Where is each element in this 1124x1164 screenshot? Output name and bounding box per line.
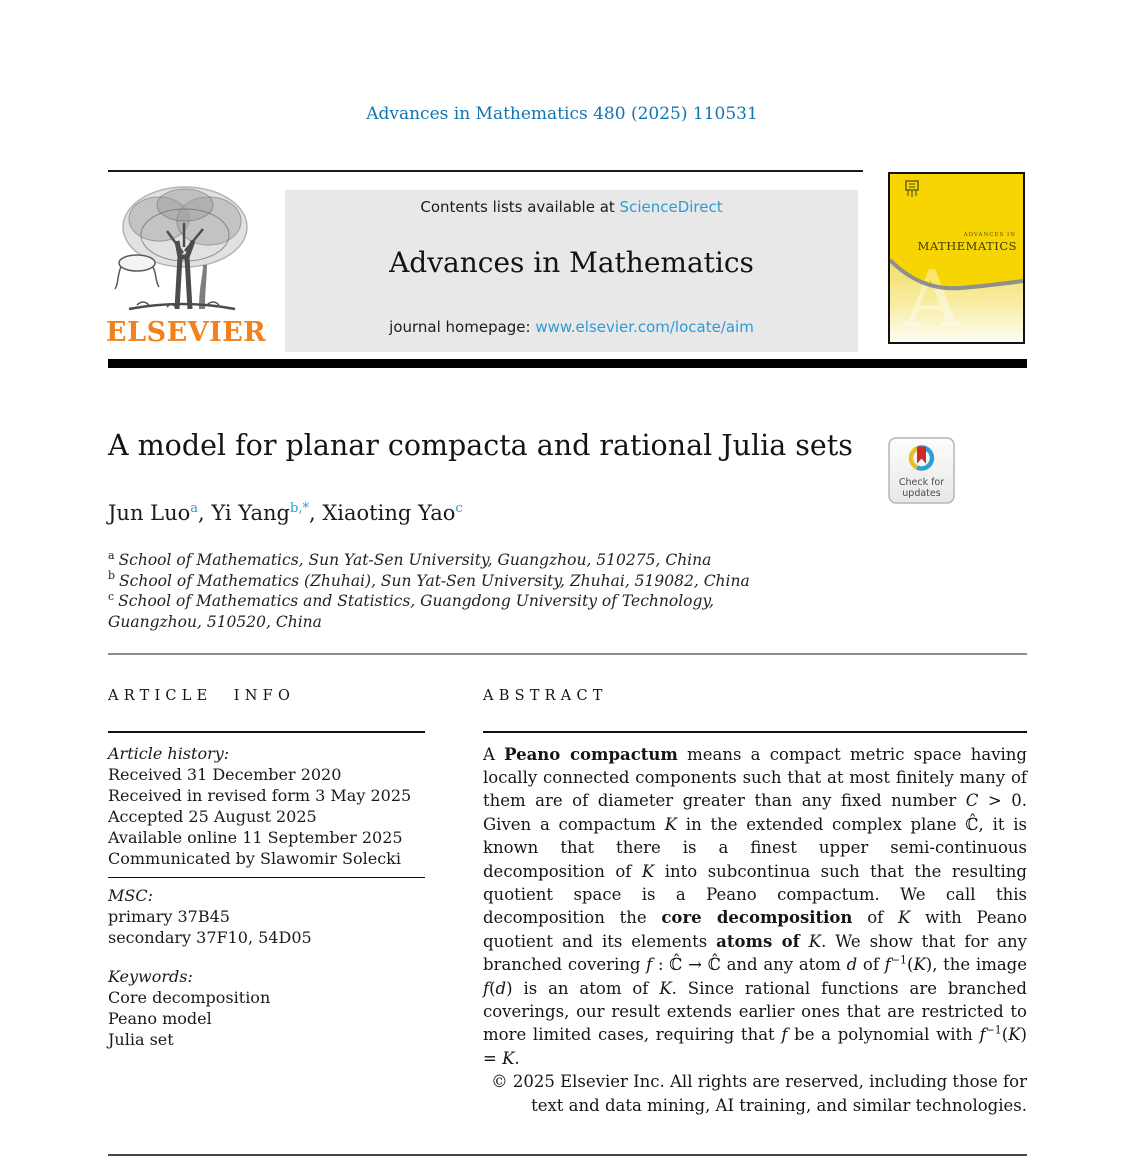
author-affiliation-marker: a [190,501,199,516]
homepage-link[interactable]: www.elsevier.com/locate/aim [535,318,754,336]
citation-link[interactable]: Advances in Mathematics 480 (2025) 110531 [366,104,758,124]
abstract-segment: d [495,978,507,998]
abstract-segment: K [659,978,672,998]
history-line: Received in revised form 3 May 2025 [108,785,412,805]
abstract-heading-rule [483,731,1027,733]
keyword-line: Peano model [108,1009,212,1028]
badge-label-line2: updates [902,488,941,499]
abstract-segment: ℂ̂ [669,955,683,975]
badge-label-line1: Check for [898,477,945,488]
msc-line: secondary 37F10, 54D05 [108,928,312,947]
abstract-segment: be a polynomial with [787,1025,980,1045]
header-divider-bar [108,359,1027,368]
abstract-segment: and any atom [720,955,847,975]
homepage-prefix: journal homepage: [389,318,536,336]
abstract-segment: ( [489,978,496,998]
abstract-segment: f [483,978,490,998]
history-line: Communicated by Slawomir Solecki [108,848,401,868]
abstract-segment: −1 [985,1023,1002,1037]
article-info-heading-rule [108,731,425,733]
article-info-column [108,688,425,1117]
abstract-column [483,688,1027,1117]
affiliation-text: School of Mathematics and Statistics, Guangdong University of Technology, Guangzhou, 510520, China [108,592,715,631]
abstract-segment: K [641,861,655,881]
msc-line: primary 37B45 [108,907,230,926]
abstract-segment: K [664,814,678,834]
contents-prefix: Contents lists available at [420,198,620,216]
abstract-segment: ℂ̂ [707,955,721,975]
affiliations-block [108,550,808,632]
abstract-segment: f [979,1025,986,1045]
msc-label: MSC: [108,886,153,905]
affiliation-text: School of Mathematics (Zhuhai), Sun Yat-Sen University, Zhuhai, 519082, China [119,571,750,590]
sciencedirect-link[interactable]: ScienceDirect [619,198,723,216]
abstract-segment: C [965,791,979,811]
keyword-line: Core decomposition [108,988,271,1007]
abstract-segment: of [852,908,898,928]
affiliation-text: School of Mathematics, Sun Yat-Sen University, Guangzhou, 510275, China [118,551,712,569]
journal-homepage-line [285,318,858,336]
journal-cover-art [890,174,1023,342]
abstract-segment [800,932,809,951]
history-line: Accepted 25 August 2025 [108,806,317,826]
abstract-paragraph [483,743,1027,1071]
cover-title-large: MATHEMATICS [917,239,1017,253]
abstract-segment: K [502,1048,515,1068]
abstract-segment: A [483,744,505,764]
abstract-segment: → [682,955,708,975]
author-separator: , [198,501,212,525]
info-abstract-columns [108,688,1027,1117]
affiliation-line [108,571,808,592]
keyword-line: Julia set [108,1030,174,1049]
abstract-segment: K [898,908,911,928]
abstract-segment: f [884,955,891,975]
abstract-segment: f [781,1025,788,1045]
author-separator: , [308,501,323,525]
author-name: Xiaoting Yao [322,501,456,525]
abstract-segment: atoms of [716,931,800,951]
history-line: Available online 11 September 2025 [108,827,403,847]
affiliation-marker: c [108,589,115,603]
abstract-segment: d [846,955,858,975]
abstract-segment: K [913,955,926,975]
abstract-segment: in the extended complex plane [677,814,966,834]
abstract-segment: . [514,1048,520,1068]
article-history-lines [108,764,425,869]
copyright-notice: © 2025 Elsevier Inc. All rights are reserved, including those for text and data mining, AI training, and similar technologies. [491,1072,1027,1115]
abstract-segment: ( [907,955,914,975]
journal-title: Advances in Mathematics [389,246,754,279]
article-title: A model for planar compacta and rational Julia sets [108,429,853,462]
author-affiliation-marker: b,* [290,501,309,516]
abstract-segment: ℂ̂ [965,814,979,834]
history-line: Received 31 December 2020 [108,764,342,784]
abstract-segment: . Since rational functions are branched coverings, our result extends earlier ones that are restricted to more limited cases, requiring that [483,978,1027,1045]
abstract-segment: , it is known that there is a finest upper semi-continuous decomposition of [483,814,1027,881]
abstract-segment: ), the image [925,955,1028,975]
abstract-segment: into subcontinua such that the resulting quotient space is a Peano compactum. We call this decomposition the [483,861,1027,928]
header-top-rule [108,170,863,172]
abstract-segment: ) = [483,1025,1027,1068]
authors-line [108,501,463,525]
affiliation-marker: b [108,569,116,583]
abstract-segment: means a compact metric space having locally connected components such that at most finitely many of them are of diameter greater than any fixed number [483,744,1027,811]
author-name: Jun Luo [108,501,191,525]
history-msc-rule [108,877,425,879]
abstract-segment: K [1008,1025,1021,1045]
abstract-segment: Peano compactum [504,744,678,764]
journal-cover-thumbnail[interactable] [888,172,1025,344]
contents-list-line [285,198,858,216]
abstract-segment: ( [1001,1025,1009,1045]
affiliation-line [108,550,808,571]
cover-title-small: ADVANCES IN [963,232,1016,238]
journal-banner [285,190,858,352]
affiliation-marker: a [108,548,115,562]
footer-rule [108,1154,1027,1156]
abstract-segment: f [646,955,653,975]
abstract-segment: core decomposition [661,908,853,928]
abstract-segment: : [652,955,670,975]
abstract-segment: ) is an atom of [506,978,660,998]
article-history-label: Article history: [108,743,230,763]
affiliation-line [108,591,808,632]
keyword-lines [108,987,425,1050]
elsevier-logo[interactable] [106,183,267,348]
abstract-segment: of [857,955,885,975]
abstract-segment: with Peano quotient and its elements [483,908,1028,951]
abstract-segment: −1 [890,953,907,967]
article-info-heading: ARTICLE INFO [108,688,296,704]
author-affiliation-marker: c [455,501,463,516]
abstract-segment: > 0. Given a compactum [483,791,1027,834]
keywords-label: Keywords: [108,967,193,986]
abstract-segment: K [808,931,822,951]
author-name: Yi Yang [211,501,290,525]
abstract-heading: ABSTRACT [483,688,608,704]
abstract-segment: . We show that for any branched covering [483,931,1027,975]
elsevier-tree-icon [107,183,257,313]
check-for-updates-badge[interactable] [888,437,955,504]
cover-watermark-letter: A [904,255,961,342]
elsevier-wordmark: ELSEVIER [106,317,267,348]
msc-lines [108,906,425,948]
section-divider-rule [108,653,1027,655]
